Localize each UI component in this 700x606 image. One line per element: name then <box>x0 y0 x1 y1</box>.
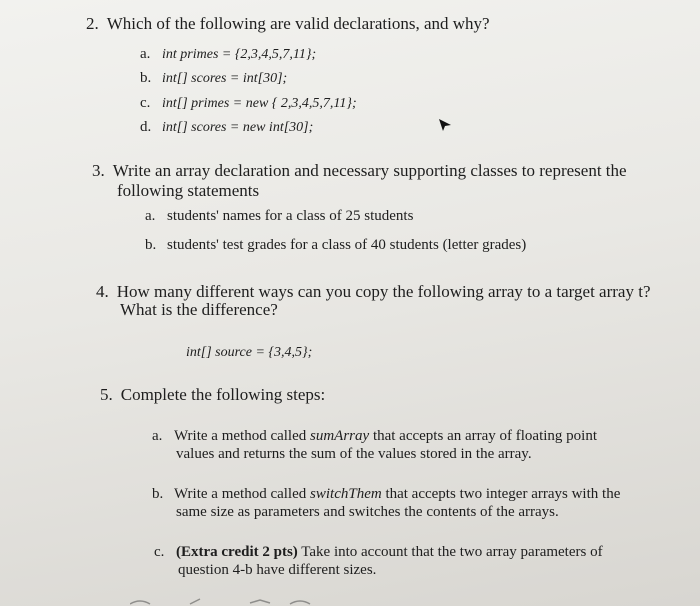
option-letter: a. <box>140 46 151 62</box>
question-number: 5. <box>100 385 113 404</box>
option-d <box>140 118 313 137</box>
step-a-line2: values and returns the sum of the values stored in the array. <box>176 446 532 462</box>
option-code: int[] scores = int[30]; <box>162 71 288 86</box>
question-3 <box>92 161 627 181</box>
question-text-line2: What is the difference? <box>120 300 278 319</box>
option-letter: d. <box>140 119 152 135</box>
step-letter: b. <box>152 486 164 502</box>
option-code: int[] scores = new int[30]; <box>162 120 314 135</box>
source-array-code: int[] source = {3,4,5}; <box>186 345 313 360</box>
item-b <box>145 236 526 254</box>
method-name: switchThem <box>310 486 382 502</box>
question-text-line1: How many different ways can you copy the following array to a target array t? <box>116 282 651 301</box>
item-a <box>145 207 413 225</box>
question-4-line2 <box>120 300 278 320</box>
item-letter: b. <box>145 237 157 253</box>
option-code: int primes = {2,3,4,5,7,11}; <box>162 47 317 62</box>
extra-credit-label: (Extra credit 2 pts) <box>176 544 298 560</box>
step-a: a. Write a method called sumArray that accepts an array of floating point <box>152 428 598 444</box>
question-text: Complete the following steps: <box>120 385 326 404</box>
question-5 <box>100 385 325 405</box>
option-letter: c. <box>140 95 151 111</box>
step-b: b. Write a method called switchThem that accepts two integer arrays with the <box>152 486 621 502</box>
step-c: c. (Extra credit 2 pts) Take into account that the two array parameters of <box>154 544 603 560</box>
method-name: sumArray <box>310 428 370 444</box>
option-c <box>140 94 357 113</box>
item-text: students' names for a class of 25 students <box>167 208 414 224</box>
option-a <box>140 45 316 64</box>
option-code: int[] primes = new { 2,3,4,5,7,11}; <box>162 96 357 111</box>
cropped-text-remnant <box>130 596 330 606</box>
step-b-line2: same size as parameters and switches the contents of the arrays. <box>176 504 559 520</box>
question-3-line2 <box>117 181 259 201</box>
question-4 <box>96 282 651 302</box>
item-text: students' test grades for a class of 40 students (letter grades) <box>167 237 527 253</box>
mouse-pointer-icon <box>438 118 452 132</box>
step-c-line2: question 4-b have different sizes. <box>178 562 377 578</box>
option-b <box>140 69 287 88</box>
option-letter: b. <box>140 70 152 86</box>
step-letter: c. <box>154 544 165 560</box>
question-text-line2: following statements <box>117 181 260 200</box>
question-number: 4. <box>96 282 109 301</box>
item-letter: a. <box>145 208 156 224</box>
step-letter: a. <box>152 428 163 444</box>
question-2 <box>86 14 490 34</box>
question-number: 3. <box>92 161 105 180</box>
question-text-line1: Write an array declaration and necessary supporting classes to represent the <box>112 161 627 180</box>
question-text: Which of the following are valid declarations, and why? <box>106 14 490 33</box>
question-number: 2. <box>86 14 99 33</box>
